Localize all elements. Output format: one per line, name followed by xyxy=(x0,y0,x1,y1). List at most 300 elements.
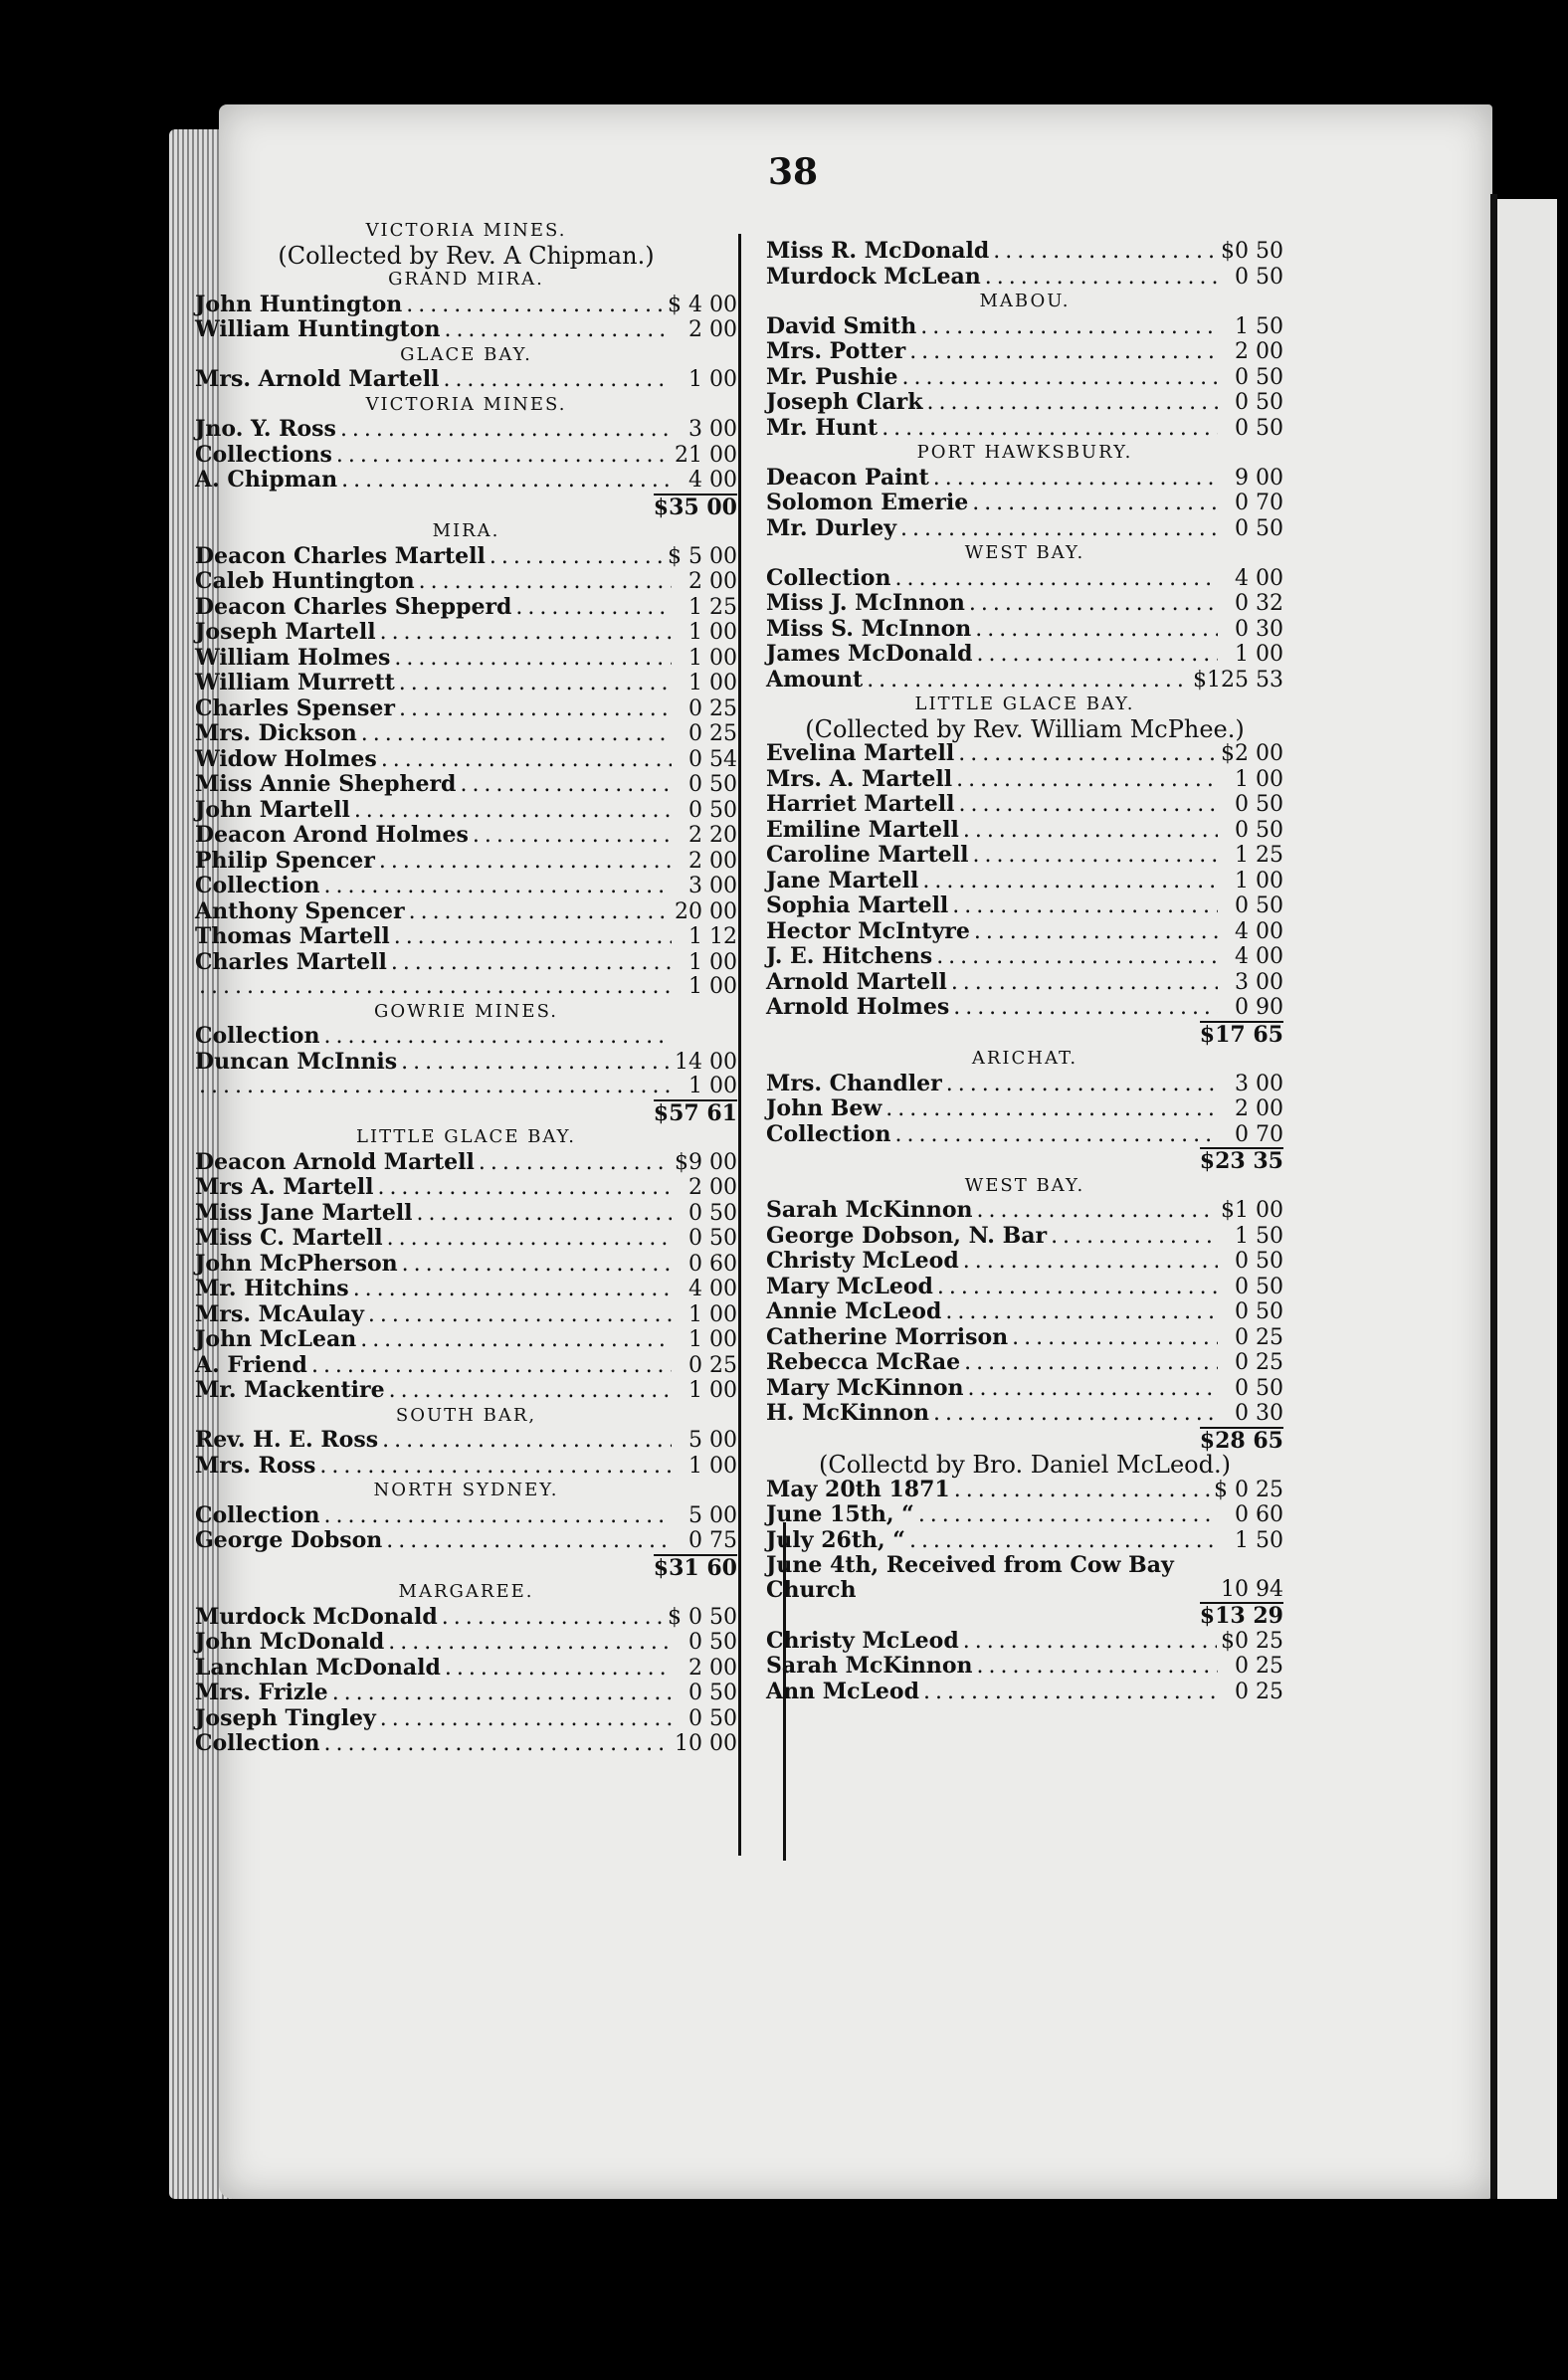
total-amount: $17 65 xyxy=(1199,1021,1283,1048)
dot-leader xyxy=(419,570,672,595)
contribution-amount: 4 00 xyxy=(1235,565,1283,591)
contribution-amount: 1 00 xyxy=(688,974,737,999)
dot-leader xyxy=(319,1455,672,1480)
dot-leader xyxy=(956,768,1218,793)
contribution-row xyxy=(195,823,737,849)
contributor-name: Christy McLeod xyxy=(766,1627,959,1654)
contribution-row xyxy=(766,1275,1283,1300)
contribution-row xyxy=(766,792,1283,818)
contribution-amount: 0 90 xyxy=(1235,995,1283,1020)
contribution-row xyxy=(766,1502,1283,1528)
contribution-row xyxy=(766,491,1283,516)
dot-leader xyxy=(933,1402,1218,1427)
contributor-name: Harriet Martell xyxy=(766,791,955,817)
dot-leader xyxy=(975,618,1218,643)
dot-leader xyxy=(479,1151,671,1176)
contribution-row xyxy=(766,1350,1283,1376)
contribution-amount: 4 00 xyxy=(688,1277,737,1301)
contribution-amount: 2 00 xyxy=(688,1175,737,1200)
dot-leader xyxy=(199,1075,672,1099)
contribution-amount: 1 50 xyxy=(1235,1527,1283,1553)
total-amount: $13 29 xyxy=(1199,1603,1283,1629)
contribution-amount: 1 00 xyxy=(688,367,737,392)
contribution-row xyxy=(195,975,737,1000)
dot-leader xyxy=(460,773,672,798)
contribution-row xyxy=(195,1252,737,1278)
collector-note: (Collectd by Bro. Daniel McLeod.) xyxy=(819,1451,1231,1479)
section-heading: MARGAREE. xyxy=(398,1581,534,1602)
contributor-name: Mrs A. Martell xyxy=(195,1174,374,1200)
contribution-amount: 4 00 xyxy=(1235,918,1283,944)
dot-leader xyxy=(902,366,1218,391)
contribution-row xyxy=(195,1378,737,1404)
dot-leader xyxy=(394,925,672,950)
dot-leader xyxy=(964,1351,1218,1376)
contribution-amount: 0 50 xyxy=(1235,364,1283,390)
contribution-amount: 0 50 xyxy=(1235,1375,1283,1401)
contribution-row xyxy=(766,1478,1283,1503)
dot-leader xyxy=(406,294,664,318)
contributor-name: May 20th 1871 xyxy=(766,1476,950,1502)
dot-leader xyxy=(926,391,1218,416)
contributor-name: David Smith xyxy=(766,312,917,339)
dot-leader xyxy=(918,1503,1218,1528)
contribution-row xyxy=(195,798,737,824)
contributor-name: Charles Martell xyxy=(195,948,387,975)
contributor-name: Solomon Emerie xyxy=(766,490,969,515)
contribution-row xyxy=(766,741,1283,767)
contribution-row xyxy=(766,617,1283,643)
dot-leader xyxy=(900,517,1218,542)
dot-leader xyxy=(958,793,1218,818)
dot-leader xyxy=(341,469,672,494)
contribution-row xyxy=(766,1553,1283,1602)
dot-leader xyxy=(354,799,672,824)
contribution-row xyxy=(195,849,737,875)
contribution-row xyxy=(766,869,1283,894)
contributor-name: Jno. Y. Ross xyxy=(195,416,336,442)
contributor-name: John Huntington xyxy=(195,291,403,317)
dot-leader xyxy=(444,318,672,343)
contribution-row xyxy=(195,417,737,443)
contributor-name: Miss Annie Shepherd xyxy=(195,771,457,797)
contribution-row xyxy=(195,317,737,343)
contributor-name: Annie McLeod xyxy=(766,1298,942,1324)
contributor-name: Collection xyxy=(195,1501,320,1528)
contributor-name: John Martell xyxy=(195,796,350,823)
contribution-amount: 21 00 xyxy=(675,442,737,468)
contribution-row xyxy=(195,1428,737,1454)
contribution-row xyxy=(195,544,737,570)
contribution-row xyxy=(195,1075,737,1099)
section-heading: LITTLE GLACE BAY. xyxy=(914,694,1135,714)
section-total xyxy=(766,1427,1283,1454)
contribution-row xyxy=(195,1706,737,1732)
section-heading: GLACE BAY. xyxy=(400,343,532,365)
section-heading: GRAND MIRA. xyxy=(388,269,544,290)
dot-leader xyxy=(894,567,1218,592)
section-total xyxy=(195,494,737,520)
dot-leader xyxy=(515,596,672,621)
contribution-row xyxy=(766,843,1283,869)
dot-leader xyxy=(323,1025,672,1050)
dot-leader xyxy=(1012,1326,1218,1351)
contribution-amount: 1 25 xyxy=(688,594,737,620)
contributor-name: Miss S. McInnon xyxy=(766,615,972,642)
contributor-name: Mr. Durley xyxy=(766,514,897,541)
right-column xyxy=(766,239,1283,1704)
contributor-name: July 26th, “ xyxy=(766,1526,905,1553)
contribution-row xyxy=(195,595,737,621)
dot-leader xyxy=(323,1504,672,1529)
contributor-name: Philip Spencer xyxy=(195,847,375,874)
dot-leader xyxy=(909,340,1218,365)
contributor-name: Deacon Charles Martell xyxy=(195,542,486,569)
dot-leader xyxy=(951,971,1218,996)
dot-leader xyxy=(380,621,672,646)
contribution-row xyxy=(195,671,737,696)
contribution-row xyxy=(195,293,737,318)
dot-leader xyxy=(379,850,672,875)
contribution-row xyxy=(766,591,1283,617)
contribution-amount: 0 25 xyxy=(688,1352,737,1378)
contribution-row xyxy=(195,1353,737,1379)
contribution-row xyxy=(766,1224,1283,1250)
contribution-amount: 1 12 xyxy=(688,924,737,949)
contributor-name: William Huntington xyxy=(195,316,441,342)
contribution-row xyxy=(195,1454,737,1480)
dot-leader xyxy=(963,1630,1217,1655)
page-number: 38 xyxy=(768,151,819,193)
dot-leader xyxy=(380,1707,672,1732)
contributor-name: Evelina Martell xyxy=(766,740,955,766)
dot-leader xyxy=(936,945,1218,970)
contribution-amount: 0 50 xyxy=(1235,792,1283,817)
contribution-amount: 1 50 xyxy=(1235,1223,1283,1249)
dot-leader xyxy=(963,1250,1218,1275)
contribution-amount: 9 00 xyxy=(1235,465,1283,491)
contributor-name: Joseph Martell xyxy=(195,619,376,645)
contribution-amount: 3 00 xyxy=(1235,969,1283,995)
dot-leader xyxy=(985,266,1218,291)
contributor-name: Collection xyxy=(195,873,320,898)
total-amount: $57 61 xyxy=(653,1099,737,1126)
dot-leader xyxy=(368,1303,672,1328)
contribution-amount: 0 50 xyxy=(688,1226,737,1251)
contribution-row xyxy=(195,874,737,899)
contribution-amount: 10 94 xyxy=(1221,1576,1283,1602)
contribution-row xyxy=(195,899,737,925)
contribution-row xyxy=(766,390,1283,416)
dot-leader xyxy=(332,1682,672,1706)
contribution-row xyxy=(195,1528,737,1554)
contributor-name: Anthony Spencer xyxy=(195,897,405,924)
contribution-row xyxy=(766,466,1283,492)
dot-leader xyxy=(389,1379,672,1404)
contribution-amount: 0 70 xyxy=(1235,1121,1283,1147)
dot-leader xyxy=(381,748,672,773)
dot-leader xyxy=(336,444,671,469)
contributor-name: Charles Spenser xyxy=(195,694,395,721)
contribution-amount: 0 25 xyxy=(1235,1350,1283,1375)
contribution-amount: 1 50 xyxy=(1235,313,1283,339)
contribution-amount: 5 00 xyxy=(688,1502,737,1528)
collector-note: (Collected by Rev. William McPhee.) xyxy=(805,714,1245,743)
contributor-name: William Holmes xyxy=(195,644,391,671)
contributor-name: Deacon Arond Holmes xyxy=(195,822,469,848)
contributor-name: Lanchlan McDonald xyxy=(195,1654,441,1681)
contribution-amount: 0 50 xyxy=(688,772,737,797)
contribution-row xyxy=(195,747,737,773)
section-total xyxy=(766,1602,1283,1629)
contributor-name: Rev. H. E. Ross xyxy=(195,1427,379,1453)
contributor-name: Sophia Martell xyxy=(766,892,949,918)
contribution-amount: 0 25 xyxy=(688,695,737,721)
contributor-name: George Dobson, N. Bar xyxy=(766,1222,1048,1249)
contribution-amount: $ 0 50 xyxy=(668,1604,737,1630)
contributor-name: Mrs. Dickson xyxy=(195,720,357,746)
contributor-name: June 4th, Received from Cow Bay Church xyxy=(766,1552,1174,1603)
contributor-name: Mrs. Frizle xyxy=(195,1680,328,1705)
contribution-amount: 3 00 xyxy=(1235,1071,1283,1096)
dot-leader xyxy=(976,643,1218,668)
contributor-name: Collection xyxy=(195,1730,320,1756)
contribution-row xyxy=(195,1656,737,1682)
contributor-name: William Murrett xyxy=(195,670,395,695)
contribution-amount: 0 50 xyxy=(688,1200,737,1226)
contribution-row xyxy=(195,1175,737,1201)
contribution-row xyxy=(195,1226,737,1252)
contribution-row xyxy=(766,1096,1283,1122)
contribution-amount: 2 00 xyxy=(688,569,737,594)
contribution-amount: 3 00 xyxy=(688,874,737,898)
dot-leader xyxy=(199,975,672,1000)
contributor-name: Catherine Morrison xyxy=(766,1323,1009,1350)
contribution-amount: $0 50 xyxy=(1221,239,1283,264)
dot-leader xyxy=(391,951,672,976)
contribution-amount: 20 00 xyxy=(675,898,737,924)
contribution-amount: 0 25 xyxy=(1235,1654,1283,1679)
contributor-name: Mary McLeod xyxy=(766,1273,933,1299)
contribution-amount: 1 00 xyxy=(688,1378,737,1403)
dot-leader xyxy=(909,1529,1218,1554)
dot-leader xyxy=(993,240,1217,265)
contributor-name: Miss R. McDonald xyxy=(766,238,990,264)
contribution-amount: 0 50 xyxy=(1235,390,1283,415)
dot-leader xyxy=(946,1073,1218,1097)
contribution-row xyxy=(195,696,737,722)
contribution-amount: 1 00 xyxy=(688,620,737,645)
contribution-amount: 0 50 xyxy=(688,1705,737,1731)
contribution-row xyxy=(766,893,1283,919)
section-heading: VICTORIA MINES. xyxy=(365,220,567,241)
dot-leader xyxy=(323,1732,671,1757)
contribution-row xyxy=(766,339,1283,365)
dot-leader xyxy=(977,1655,1218,1680)
contributor-name: Mrs. Ross xyxy=(195,1452,316,1479)
contribution-row xyxy=(195,721,737,747)
dot-leader xyxy=(401,1051,671,1076)
section-total xyxy=(766,1021,1283,1048)
contribution-amount: 0 25 xyxy=(688,721,737,746)
contributor-name: Arnold Martell xyxy=(766,968,947,995)
contribution-amount: 0 54 xyxy=(688,746,737,772)
contribution-row xyxy=(766,1528,1283,1554)
section-total xyxy=(195,1099,737,1126)
dot-leader xyxy=(972,844,1218,869)
contributor-name: June 15th, “ xyxy=(766,1501,914,1527)
contribution-row xyxy=(766,1654,1283,1680)
dot-leader xyxy=(933,467,1218,492)
contributor-name: Sarah McKinnon xyxy=(766,1653,973,1679)
contributor-name: Joseph Tingley xyxy=(195,1704,376,1731)
contribution-amount: 4 00 xyxy=(688,468,737,493)
section-heading: PORT HAWKSBURY. xyxy=(916,442,1133,463)
contribution-row xyxy=(766,995,1283,1021)
contributor-name: Miss J. McInnon xyxy=(766,590,965,616)
contribution-amount: 0 25 xyxy=(1235,1324,1283,1350)
dot-leader xyxy=(394,647,672,672)
contribution-row xyxy=(195,1050,737,1076)
contributor-name: J. E. Hitchens xyxy=(766,943,933,969)
contribution-amount: 0 30 xyxy=(1235,1401,1283,1426)
contribution-amount: 0 50 xyxy=(1235,893,1283,918)
contribution-row xyxy=(766,1198,1283,1224)
contributor-name: Deacon Paint xyxy=(766,464,929,491)
dot-leader xyxy=(958,742,1217,767)
section-heading: LITTLE GLACE BAY. xyxy=(356,1126,576,1147)
contribution-row xyxy=(195,1503,737,1529)
contributor-name: Deacon Arnold Martell xyxy=(195,1148,475,1175)
contribution-row xyxy=(766,1401,1283,1427)
contribution-amount: 2 00 xyxy=(688,848,737,874)
section-heading: NORTH SYDNEY. xyxy=(373,1480,559,1500)
contribution-amount: 1 00 xyxy=(688,645,737,671)
dot-leader xyxy=(922,870,1218,894)
dot-leader xyxy=(399,697,672,722)
contribution-amount: 0 50 xyxy=(1235,817,1283,843)
contribution-row xyxy=(195,772,737,798)
contributor-name: Mary McKinnon xyxy=(766,1374,964,1401)
contribution-row xyxy=(766,767,1283,793)
total-amount: $28 65 xyxy=(1199,1427,1283,1454)
dot-leader xyxy=(969,592,1218,617)
contributor-name: Sarah McKinnon xyxy=(766,1197,973,1223)
contribution-amount: $2 00 xyxy=(1221,741,1283,766)
contribution-row xyxy=(766,1249,1283,1275)
contribution-row xyxy=(195,950,737,976)
contributor-name: Caleb Huntington xyxy=(195,568,415,594)
dot-leader xyxy=(399,672,672,696)
contributor-name: Mr. Pushie xyxy=(766,363,898,390)
dot-leader xyxy=(952,894,1218,919)
contributor-name: Widow Holmes xyxy=(195,745,377,772)
contribution-amount: 0 60 xyxy=(688,1251,737,1277)
contributor-name: Amount xyxy=(766,666,864,693)
contributor-name: John McDonald xyxy=(195,1629,385,1655)
section-heading: SOUTH BAR, xyxy=(395,1404,537,1426)
contribution-amount: 1 00 xyxy=(1235,868,1283,893)
dot-leader xyxy=(377,1176,672,1201)
contribution-row xyxy=(766,642,1283,668)
contributor-name: Miss Jane Martell xyxy=(195,1199,413,1226)
contributor-name: A. Chipman xyxy=(195,467,338,493)
contribution-amount: 0 70 xyxy=(1235,491,1283,515)
contributor-name: Collection xyxy=(766,564,891,591)
contribution-row xyxy=(766,818,1283,844)
contribution-amount: 0 50 xyxy=(1235,1299,1283,1324)
contribution-amount: 0 50 xyxy=(1235,1249,1283,1274)
contribution-amount: 2 00 xyxy=(688,1655,737,1681)
contribution-row xyxy=(195,1201,737,1227)
section-heading: VICTORIA MINES. xyxy=(365,393,567,415)
dot-leader xyxy=(937,1276,1218,1300)
contributor-name: Mr. Hunt xyxy=(766,414,879,441)
contribution-row xyxy=(195,468,737,494)
contributor-name: Jane Martell xyxy=(766,867,919,893)
contribution-amount: $0 25 xyxy=(1221,1628,1283,1654)
dot-leader xyxy=(954,1479,1210,1503)
contribution-amount: $1 00 xyxy=(1221,1198,1283,1223)
contributor-name: Thomas Martell xyxy=(195,923,390,949)
dot-leader xyxy=(974,920,1218,945)
contribution-amount: 2 00 xyxy=(688,317,737,342)
contribution-row xyxy=(766,668,1283,694)
contribution-row xyxy=(195,646,737,672)
contribution-amount: 0 75 xyxy=(688,1528,737,1553)
contribution-row xyxy=(195,1681,737,1706)
section-total xyxy=(195,1554,737,1581)
contribution-row xyxy=(195,1150,737,1176)
section-heading: MIRA. xyxy=(432,520,500,541)
section-total xyxy=(766,1147,1283,1174)
contribution-amount: 0 25 xyxy=(1235,1679,1283,1704)
dot-leader xyxy=(417,1202,672,1227)
contribution-amount: 5 00 xyxy=(688,1428,737,1453)
contribution-row xyxy=(766,1299,1283,1325)
contribution-amount: 1 00 xyxy=(688,1453,737,1479)
dot-leader xyxy=(361,722,672,747)
dot-leader xyxy=(442,1606,664,1631)
total-amount: $31 60 xyxy=(653,1554,737,1581)
contribution-row xyxy=(766,944,1283,970)
contribution-row xyxy=(766,1376,1283,1402)
contribution-row xyxy=(195,1327,737,1353)
dot-leader xyxy=(953,996,1218,1021)
contributor-name: Mr. Hitchins xyxy=(195,1276,349,1301)
contributor-name: Mr. Mackentire xyxy=(195,1377,385,1403)
contribution-row xyxy=(766,919,1283,945)
contribution-row xyxy=(766,265,1283,291)
column-divider xyxy=(738,234,741,1856)
dot-leader xyxy=(894,1123,1218,1148)
contribution-amount: 1 00 xyxy=(688,1301,737,1327)
dot-leader xyxy=(340,418,672,443)
contribution-row xyxy=(195,1630,737,1656)
contribution-row xyxy=(766,365,1283,391)
contribution-row xyxy=(195,1605,737,1631)
contributor-name: Hector McIntyre xyxy=(766,917,970,944)
contribution-row xyxy=(195,443,737,469)
contributor-name: John Bew xyxy=(766,1095,882,1121)
contribution-amount: 0 50 xyxy=(688,1630,737,1655)
contributor-name: Ann McLeod xyxy=(766,1678,919,1704)
dot-leader xyxy=(311,1354,672,1379)
contributor-name: Mrs. McAulay xyxy=(195,1300,364,1327)
contribution-amount: 0 50 xyxy=(1235,415,1283,441)
contributor-name: John McPherson xyxy=(195,1250,398,1277)
total-amount: $23 35 xyxy=(1199,1148,1283,1174)
